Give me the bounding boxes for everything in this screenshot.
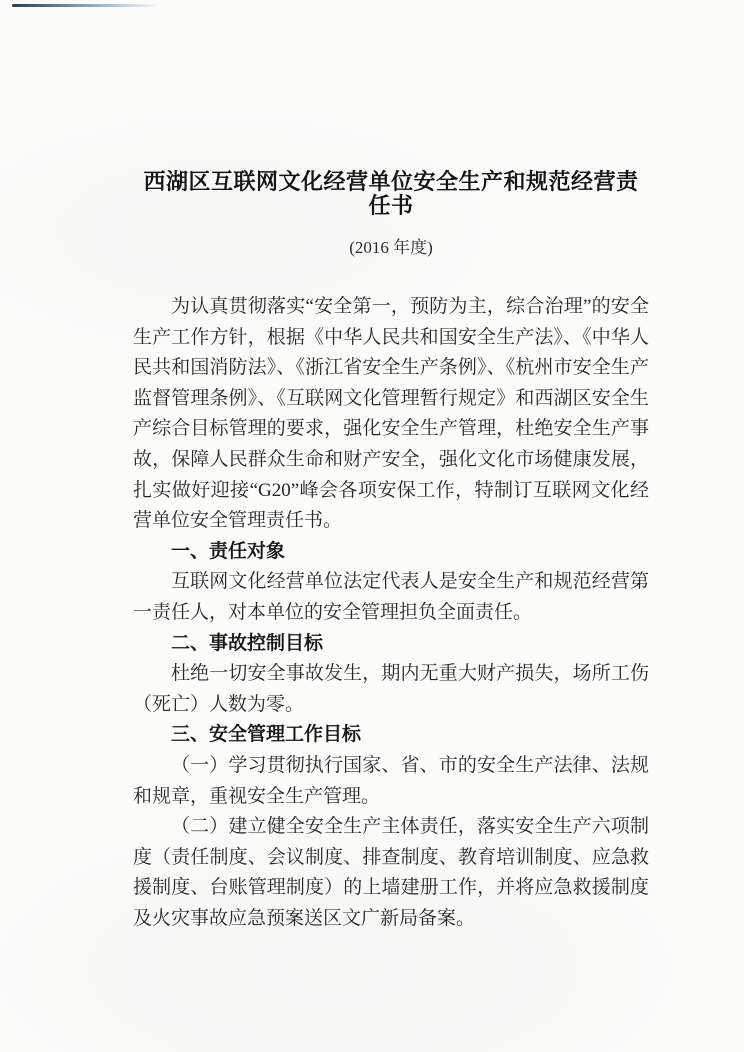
section-paragraphs	[133, 751, 649, 935]
intro-paragraph: 为认真贯彻落实“安全第一，预防为主，综合治理”的安全生产工作方针，根据《中华人民共和国安全生产法》、《中华人民共和国消防法》、《浙江省安全生产条例》、《杭州市安全生产监督管理条例》、《互联网文化管理暂行规定》和西湖区安全生产综合目标管理的要求，强化安全生产管理，杜绝安全生产事故，保障人民群众生命和财产安全，强化文化市场健康发展，扎实做好迎接“G20”峰会各项安保工作，特制订互联网文化经营单位安全管理责任书。	[133, 296, 649, 532]
section-paragraph: 互联网文化经营单位法定代表人是安全生产和规范经营第一责任人，对本单位的安全管理担负全面责任。	[133, 571, 649, 623]
section	[133, 537, 649, 629]
sections	[133, 537, 649, 935]
section	[133, 720, 649, 934]
document-title: 西湖区互联网文化经营单位安全生产和规范经营责任书	[143, 169, 639, 218]
section-paragraph: （二）建立健全安全生产主体责任，落实安全生产六项制度（责任制度、会议制度、排查制度、教育培训制度、应急救援制度、台账管理制度）的上墙建册工作，并将应急救援制度及火灾事故应急预案送区文广新局备案。	[133, 816, 649, 929]
document-subtitle: (2016 年度)	[349, 238, 433, 257]
document-text	[133, 292, 649, 934]
section	[133, 629, 649, 721]
section-heading: 一、责任对象	[171, 540, 286, 562]
scan-artifact-line	[12, 4, 162, 7]
document-body	[133, 170, 649, 934]
section-heading: 二、事故控制目标	[171, 632, 324, 654]
section-heading: 三、安全管理工作目标	[171, 724, 362, 746]
section-paragraph: （一）学习贯彻执行国家、省、市的安全生产法律、法规和规章，重视安全生产管理。	[133, 754, 649, 807]
section-paragraphs	[133, 659, 649, 720]
section-paragraphs	[133, 567, 649, 628]
section-paragraph: 杜绝一切安全事故发生，期内无重大财产损失，场所工伤（死亡）人数为零。	[133, 663, 649, 715]
